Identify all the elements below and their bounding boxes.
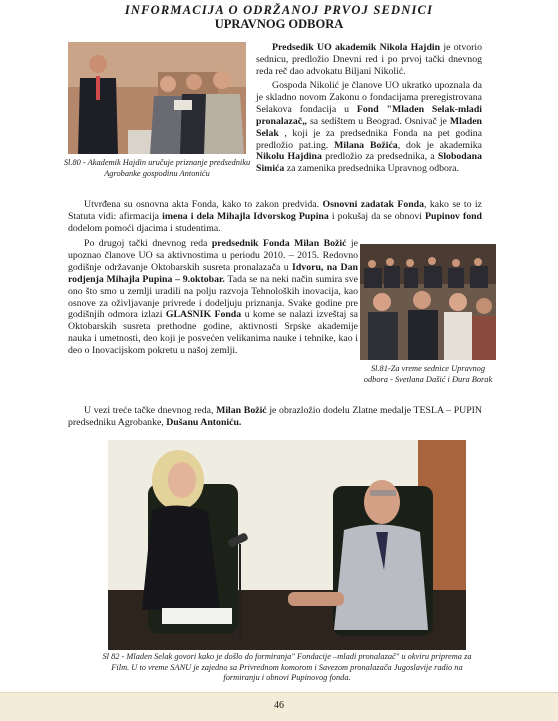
text-run: je obrazložio dodelu Zlatne medalje TESLA – PUPIN predsedniku Agrobanke, <box>68 405 483 428</box>
photo-board-meeting <box>360 244 496 360</box>
bold-run: Fond "Mladen Selak-mladi pronalazač„ <box>256 103 483 127</box>
text-run: Utvrđena su osnovna akta Fonda, kako to zakon predvida. <box>84 199 323 210</box>
text-run: dodelom pomoći djacima i studentima. <box>68 222 221 234</box>
article-subtitle: UPRAVNOG ODBORA <box>214 17 344 31</box>
text-run: Tada se na neki način sumira sve ono što smo u zemlji uradili na polju razvoja Tehnoloških inovacija, kao osnove za oživljavanje privrede i dodeljuju priznanja. Svake godine pre godišnjih odmora izlazi <box>68 273 358 321</box>
page-number: 46 <box>274 700 284 711</box>
text-run: , koji je za predsednika Fonda na pet godina predložio pat.ing. <box>256 127 482 151</box>
text-run: Po drugoj tački dnevnog reda <box>84 238 212 249</box>
bold-run: Nikolu Hajdina <box>256 151 322 163</box>
paragraph-3 <box>68 199 482 235</box>
bold-run: Osnovni zadatak Fonda <box>322 199 425 210</box>
text-run: Gospoda Nikolić je članove UO ukratko upoznala da je skladno novom Zakonu o fondacijama preregistrovana Selakova fondacija u <box>256 80 482 115</box>
bold-run: GLASNIK Fonda <box>165 309 242 321</box>
paragraph-2 <box>256 80 482 175</box>
text-run: U vezi treće tačke dnevnog reda, <box>84 405 217 416</box>
caption-photo-80: Sl.80 - Akademik Hajdin uručuje priznanje predsedniku Agrobanke gospodinu Antoniću <box>63 158 251 178</box>
bold-run: Predsedik UO akademik Nikola Hajdin <box>272 42 441 53</box>
bold-run: Idvoru, na Dan rodjenja Mihajla Pupina – 9.oktobar. <box>68 261 358 285</box>
bold-run: Dušanu Antoniću. <box>166 416 242 428</box>
text-run: je otvorio sednicu, predložio Dnevni red i po prvoj tački dnevnog reda reč dao advokatu Biljani Nikolić. <box>256 42 482 77</box>
photo-mladen-selak-interview <box>108 440 466 650</box>
text-run: i pokušaj da se obnovi <box>328 210 426 222</box>
paragraph-1 <box>256 42 482 78</box>
bold-run: predsednik Fonda Milan Božić <box>211 238 347 249</box>
text-run: je upoznao članove UO sa aktivnostima u periodu 2010. – 2015. Redovno godišnje održavanje Oktobarskih susreta pronalazača u <box>68 238 358 273</box>
article-title: INFORMACIJA O ODRŽANOJ PRVOJ SEDNICI <box>124 3 434 17</box>
text-run: , kako se to iz Statuta vidi: afirmacija <box>68 199 482 222</box>
text-run: za zamenika predsednika Upravnog odbora. <box>284 163 459 175</box>
bold-run: Slobodana Simića <box>256 151 483 175</box>
bold-run: Milana Božića <box>334 139 398 151</box>
caption-photo-82: Sl 82 - Mladen Selak govori kako je došlo do formiranja" Fondacije –mladi pronalazač" u okviru priprema za Film. U to vreme SANU je zajedno sa Privrednom komorom i Savezom pronalazača Jugoslavije radio na formiranju i obnovi Pupinovog fonda. <box>102 652 472 682</box>
text-run: , dok je akademika <box>397 139 483 151</box>
photo-award-ceremony <box>68 42 246 154</box>
bold-run: imena i dela Mihajla Idvorskog Pupina <box>162 210 329 222</box>
bold-run: Milan Božić <box>216 405 267 416</box>
text-run: sa sedištem u Beograd. Osnivač je <box>306 115 450 127</box>
paragraph-4 <box>68 238 358 357</box>
bold-run: Mladen Selak <box>256 115 482 139</box>
paragraph-5 <box>68 405 482 429</box>
caption-photo-81: Sl.81-Za vreme sednice Upravnog odbora - Svetlana Dašić i Đura Borak <box>363 364 493 384</box>
bold-run: Pupinov fond <box>425 210 483 222</box>
text-run: predložio za predsednika, a <box>321 151 438 163</box>
text-run: u kome se nalazi izveštaj sa Oktobarskih susreta prethodne godine, aktivnosti Srpske akademije nauka i umetnosti, deo koji je posvećen velikanima nauke i tehnike, kao i deo o Inovacijskom pokretu u našoj zemlji. <box>68 309 358 357</box>
